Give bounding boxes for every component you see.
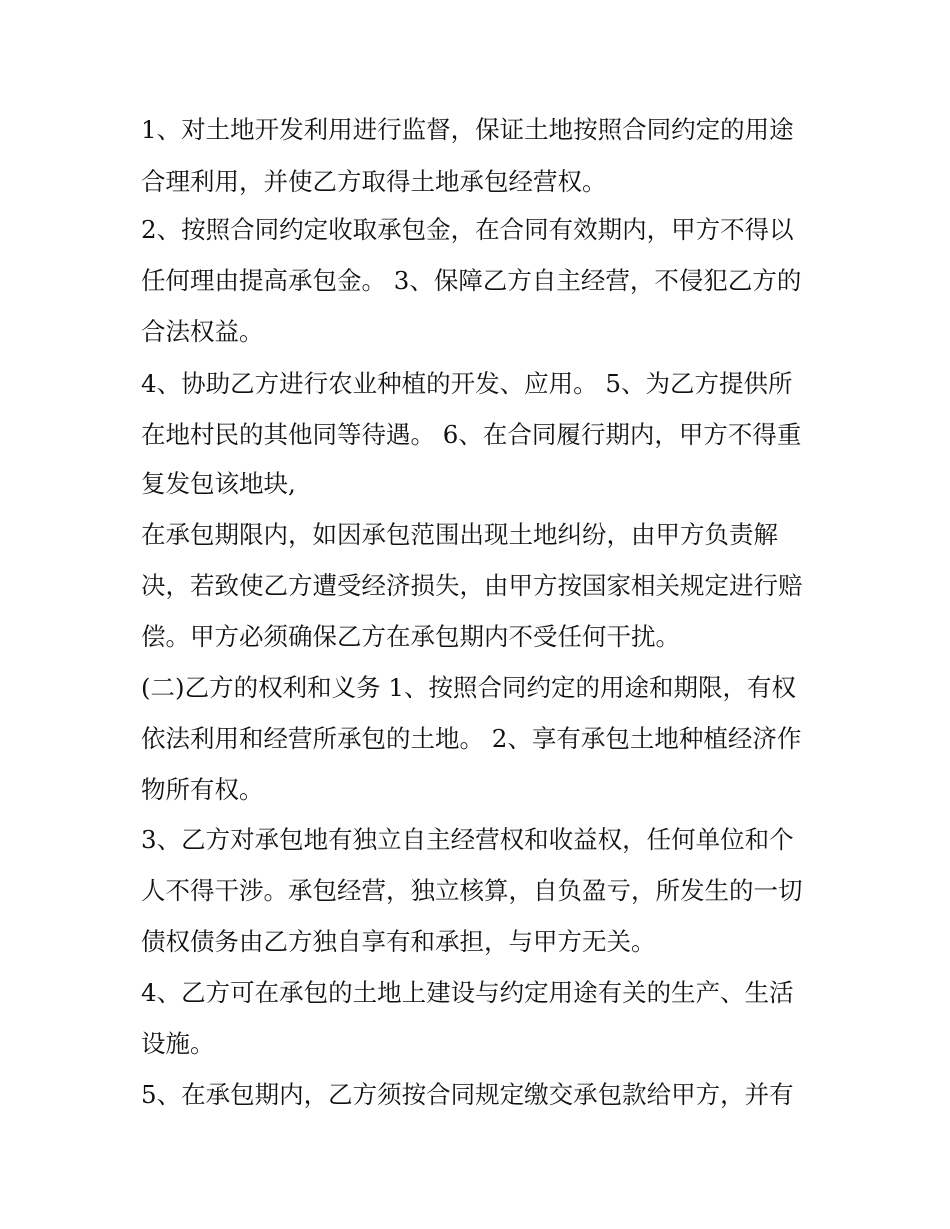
text-line: 1、对土地开发利用进行监督，保证土地按照合同约定的用途 (141, 115, 794, 144)
text-line: 合理利用，并使乙方取得土地承包经营权。 (141, 167, 607, 196)
text-line: 合法权益。 (141, 317, 264, 346)
text-line: 复发包该地块, (141, 469, 296, 498)
text-line: 依法利用和经营所承包的土地。 2、享有承包土地种植经济作 (141, 724, 802, 753)
text-line: 在承包期限内，如因承包范围出现土地纠纷，由甲方负责解 (141, 520, 778, 549)
text-line: 人不得干涉。承包经营，独立核算，自负盈亏，所发生的一切 (141, 876, 803, 905)
text-line: 任何理由提高承包金。 3、保障乙方自主经营，不侵犯乙方的 (141, 266, 802, 295)
text-line: (二)乙方的权利和义务 1、按照合同约定的用途和期限，有权 (141, 673, 796, 702)
text-line: 5、在承包期内，乙方须按合同规定缴交承包款给甲方，并有 (141, 1080, 794, 1109)
text-line: 设施。 (141, 1029, 215, 1058)
text-line: 债权债务由乙方独自享有和承担，与甲方无关。 (141, 927, 656, 956)
text-line: 决，若致使乙方遭受经济损失，由甲方按国家相关规定进行赔 (141, 571, 803, 600)
text-line: 4、乙方可在承包的土地上建设与约定用途有关的生产、生活 (141, 978, 794, 1007)
text-line: 2、按照合同约定收取承包金，在合同有效期内，甲方不得以 (141, 215, 794, 244)
text-line: 3、乙方对承包地有独立自主经营权和收益权，任何单位和个 (141, 825, 794, 854)
text-line: 偿。甲方必须确保乙方在承包期内不受任何干扰。 (141, 622, 680, 651)
text-line: 物所有权。 (141, 775, 264, 804)
text-line: 4、协助乙方进行农业种植的开发、应用。 5、为乙方提供所 (141, 369, 793, 398)
text-line: 在地村民的其他同等待遇。 6、在合同履行期内，甲方不得重 (141, 420, 802, 449)
